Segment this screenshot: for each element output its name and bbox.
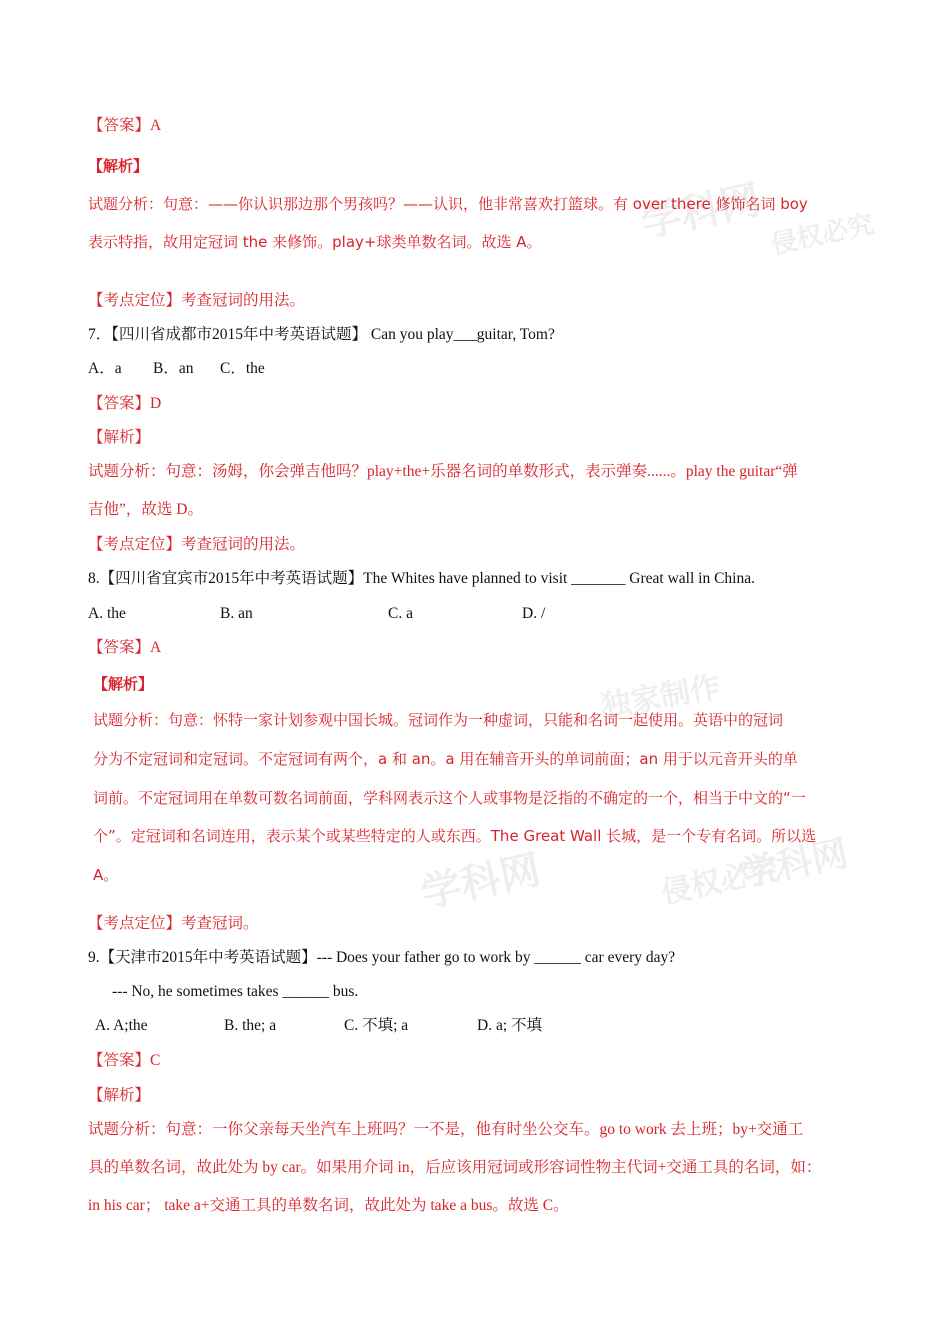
q7-analysis-line: 试题分析：句意：汤姆，你会弹吉他吗？play+the+乐器名词的单数形式，表示弹奏......。play the guitar“弹 <box>88 463 798 480</box>
q8-option-d: D. / <box>522 605 546 622</box>
q8-analysis-line: 分为不定冠词和定冠词。不定冠词有两个，a 和 an。a 用在辅音开头的单词前面；an 用于以元音开头的单 <box>93 750 798 768</box>
q9-option-c: C. 不填; a <box>344 1017 409 1034</box>
q8-analysis-line: 个”。定冠词和名词连用，表示某个或某些特定的人或东西。The Great Wall 长城，是一个专有名词。所以选 <box>93 827 817 845</box>
q6-answer: 【答案】A <box>88 117 162 134</box>
q8-analysis-line: A。 <box>93 866 119 884</box>
q9-option-d: D. a; 不填 <box>477 1017 543 1034</box>
q9-analysis-line: 试题分析：句意：一你父亲每天坐汽车上班吗？一不是，他有时坐公交车。go to work 去上班；by+交通工 <box>88 1121 804 1138</box>
q6-point: 【考点定位】考查冠词的用法。 <box>88 292 306 309</box>
q7-analysis-label: 【解析】 <box>88 429 151 446</box>
q7-point: 【考点定位】考查冠词的用法。 <box>88 536 306 553</box>
q8-analysis-line: 词前。不定冠词用在单数可数名词前面，学科网表示这个人或事物是泛指的不确定的一个，相当于中文的“一 <box>93 789 806 807</box>
watermark: 侵权必究 <box>658 851 784 912</box>
q9-analysis-line: in his car； take a+交通工具的单数名词，故此处为 take a bus。故选 C。 <box>88 1197 569 1214</box>
q7-question: 7．【四川省成都市2015年中考英语试题】 Can you play___guitar, Tom? <box>88 326 555 343</box>
q8-question: 8.【四川省宜宾市2015年中考英语试题】The Whites have planned to visit _______ Great wall in China. <box>88 570 755 587</box>
q8-option-a: A. the <box>88 605 126 622</box>
watermark: 学科网 <box>737 833 852 896</box>
q9-question-line2: --- No, he sometimes takes ______ bus. <box>112 983 359 1000</box>
watermark: 侵权必究 <box>768 209 877 261</box>
q7-option-b: B．an <box>153 360 194 377</box>
q8-analysis-label: 【解析】 <box>93 675 154 693</box>
q9-analysis-line: 具的单数名词，故此处为 by car。如果用介词 in，后应该用冠词或形容词性物主代词+交通工具的名词，如： <box>88 1159 822 1176</box>
q7-option-a: A．a <box>88 360 122 377</box>
q6-analysis-line: 表示特指，故用定冠词 the 来修饰。play+球类单数名词。故选 A。 <box>88 233 542 251</box>
q8-answer: 【答案】A <box>88 639 162 656</box>
q9-answer: 【答案】C <box>88 1052 161 1069</box>
q9-question: 9.【天津市2015年中考英语试题】--- Does your father go to work by ______ car every day? <box>88 949 676 966</box>
watermark: 学科网 <box>637 176 765 247</box>
q6-analysis-label: 【解析】 <box>88 157 149 175</box>
q7-option-c: C．the <box>220 360 265 377</box>
q6-analysis-line: 试题分析：句意：——你认识那边那个男孩吗？——认识，他非常喜欢打篮球。有 over there 修饰名词 boy <box>88 195 808 213</box>
q7-answer: 【答案】D <box>88 395 162 412</box>
watermark: 独家制作 <box>598 669 723 726</box>
q8-point: 【考点定位】考查冠词。 <box>88 915 259 932</box>
q9-option-b: B. the; a <box>224 1017 277 1034</box>
q7-analysis-line: 吉他”，故选 D。 <box>88 501 203 518</box>
watermark: 学科网 <box>417 846 545 917</box>
q8-option-b: B. an <box>220 605 253 622</box>
q9-option-a: A. A;the <box>95 1017 148 1034</box>
q8-analysis-line: 试题分析：句意：怀特一家计划参观中国长城。冠词作为一种虚词，只能和名词一起使用。英语中的冠词 <box>93 711 784 729</box>
q8-option-c: C. a <box>388 605 413 622</box>
q9-analysis-label: 【解析】 <box>88 1087 151 1104</box>
